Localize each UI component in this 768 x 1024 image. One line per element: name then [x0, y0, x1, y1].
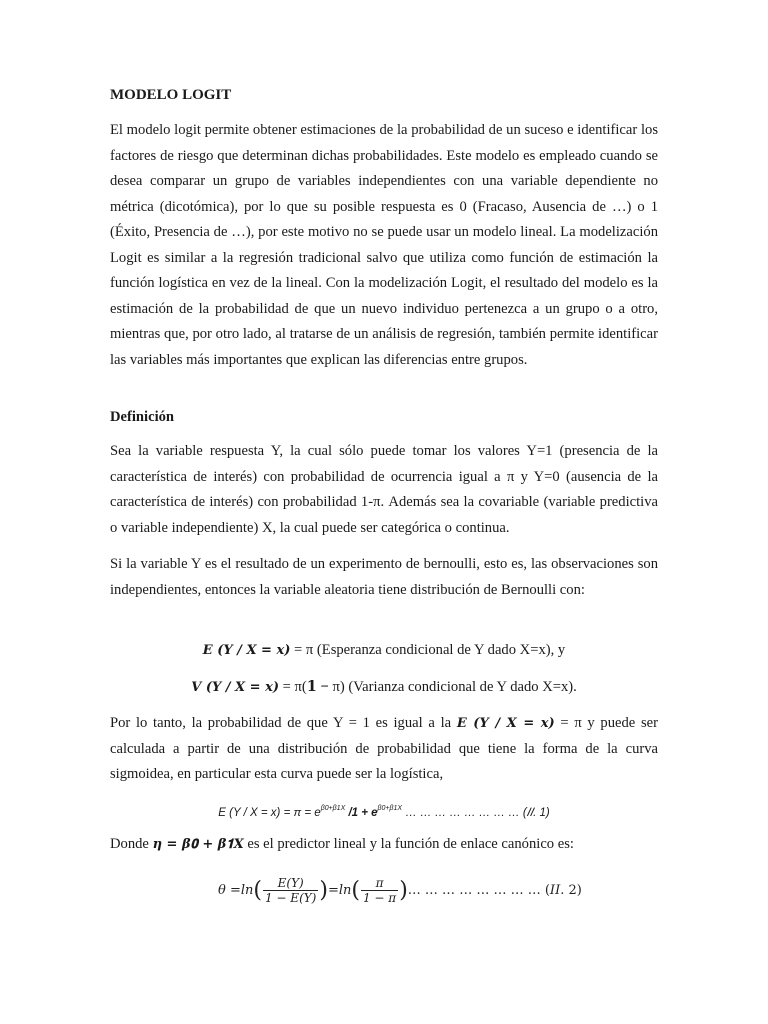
link-after: es el predictor lineal y la función de enlace canónico es:: [243, 836, 574, 852]
logistic-dots: … … … … … … … … (𝐼𝐼. 1): [402, 807, 550, 819]
open-paren-1: (: [253, 877, 262, 903]
expectation-equation: [110, 639, 658, 662]
variance-equation: [110, 676, 658, 699]
link-math: 𝜼 = 𝜷𝟎 + 𝜷𝟏𝑿: [152, 837, 244, 852]
variance-lhs: 𝑽 (𝒀 / 𝑿 = 𝒙): [191, 680, 279, 695]
page-title: MODELO LOGIT: [110, 87, 232, 103]
variance-rhs: π) (Varianza condicional de Y dado X=x).: [328, 679, 577, 695]
logistic-equation: [110, 798, 658, 824]
link-theta: θ =: [218, 882, 241, 898]
fraction-expectation: [263, 876, 318, 905]
fraction-pi: [361, 876, 398, 905]
close-paren-2: ): [399, 877, 408, 903]
link-ln-1: ln: [240, 882, 254, 898]
link-paragraph: [110, 832, 658, 858]
logistic-mid: /1 + e: [345, 807, 378, 819]
variance-bold: 𝟏 −: [306, 679, 329, 695]
fraction-2-denominator: 1 − π: [362, 890, 397, 905]
link-equals: =: [327, 882, 339, 898]
expectation-lhs: 𝑬 (𝒀 / 𝑿 = 𝒙): [202, 643, 291, 658]
link-ln-2: ln: [338, 882, 352, 898]
expectation-rhs: = π (Esperanza condicional de Y dado X=x), y: [290, 642, 566, 658]
definition-heading: Definición: [110, 409, 175, 425]
open-paren-2: (: [351, 877, 360, 903]
bernoulli-paragraph: Si la variable Y es el resultado de un experimento de bernoulli, esto es, las observaciones son independientes, entonces la variable aleatoria tiene distribución de Bernoulli con:: [110, 556, 658, 598]
probability-math: 𝑬 (𝒀 / 𝑿 = 𝒙): [456, 716, 555, 731]
link-dots: … … … … … … … … (𝐼𝐼. 2): [407, 882, 582, 898]
logistic-exponent-2: β0+β1X: [377, 805, 403, 812]
fraction-2-numerator: π: [375, 875, 384, 890]
probability-paragraph: [110, 711, 658, 788]
fraction-1-denominator: 1 − E(Y): [264, 890, 317, 905]
probability-after: = π y puede ser calculada a partir de una distribución de probabilidad que tiene la forma de la curva sigmoidea, en particular esta curva puede ser la logística,: [110, 715, 658, 782]
definition-paragraph: Sea la variable respuesta Y, la cual sólo puede tomar los valores Y=1 (presencia de la característica de interés) con probabilidad de ocurrencia igual a π y Y=0 (ausencia de la característica de interés) con probabilidad 1-π. Además sea la covariable (variable predictiva o variable independiente) X, la cual puede ser categórica o continua.: [110, 443, 658, 536]
intro-paragraph: El modelo logit permite obtener estimaciones de la probabilidad de un suceso e identificar los factores de riesgo que determinan dichas probabilidades. Este modelo es empleado cuando se desea comparar un grupo de variables independientes con una variable dependiente no métrica (dicotómica), por lo que su posible respuesta es 0 (Fracaso, Ausencia de …) o 1 (Éxito, Presencia de …), por este motivo no se puede usar un modelo lineal. La modelización Logit es similar a la regresión tradicional salvo que utiliza como función de estimación la función logística en vez de la lineal. Con la modelización Logit, el resultado del modelo es la estimación de la probabilidad de que un nuevo individuo pertenezca a un grupo o a otro, mientras que, por otro lado, al tratarse de un análisis de regresión, también permite identificar las variables más importantes que explican las diferencias entre grupos.: [110, 122, 658, 368]
close-paren-1: ): [319, 877, 328, 903]
link-function-equation: [218, 868, 582, 912]
variance-mid: = π(: [278, 679, 307, 695]
link-before: Donde: [110, 836, 153, 852]
probability-before: Por lo tanto, la probabilidad de que Y = 1 es igual a la: [110, 715, 457, 731]
fraction-1-numerator: E(Y): [277, 875, 304, 890]
logistic-lhs: E (Y / X = x) = π = e: [218, 807, 321, 819]
logistic-exponent-1: β0+β1X: [320, 805, 346, 812]
